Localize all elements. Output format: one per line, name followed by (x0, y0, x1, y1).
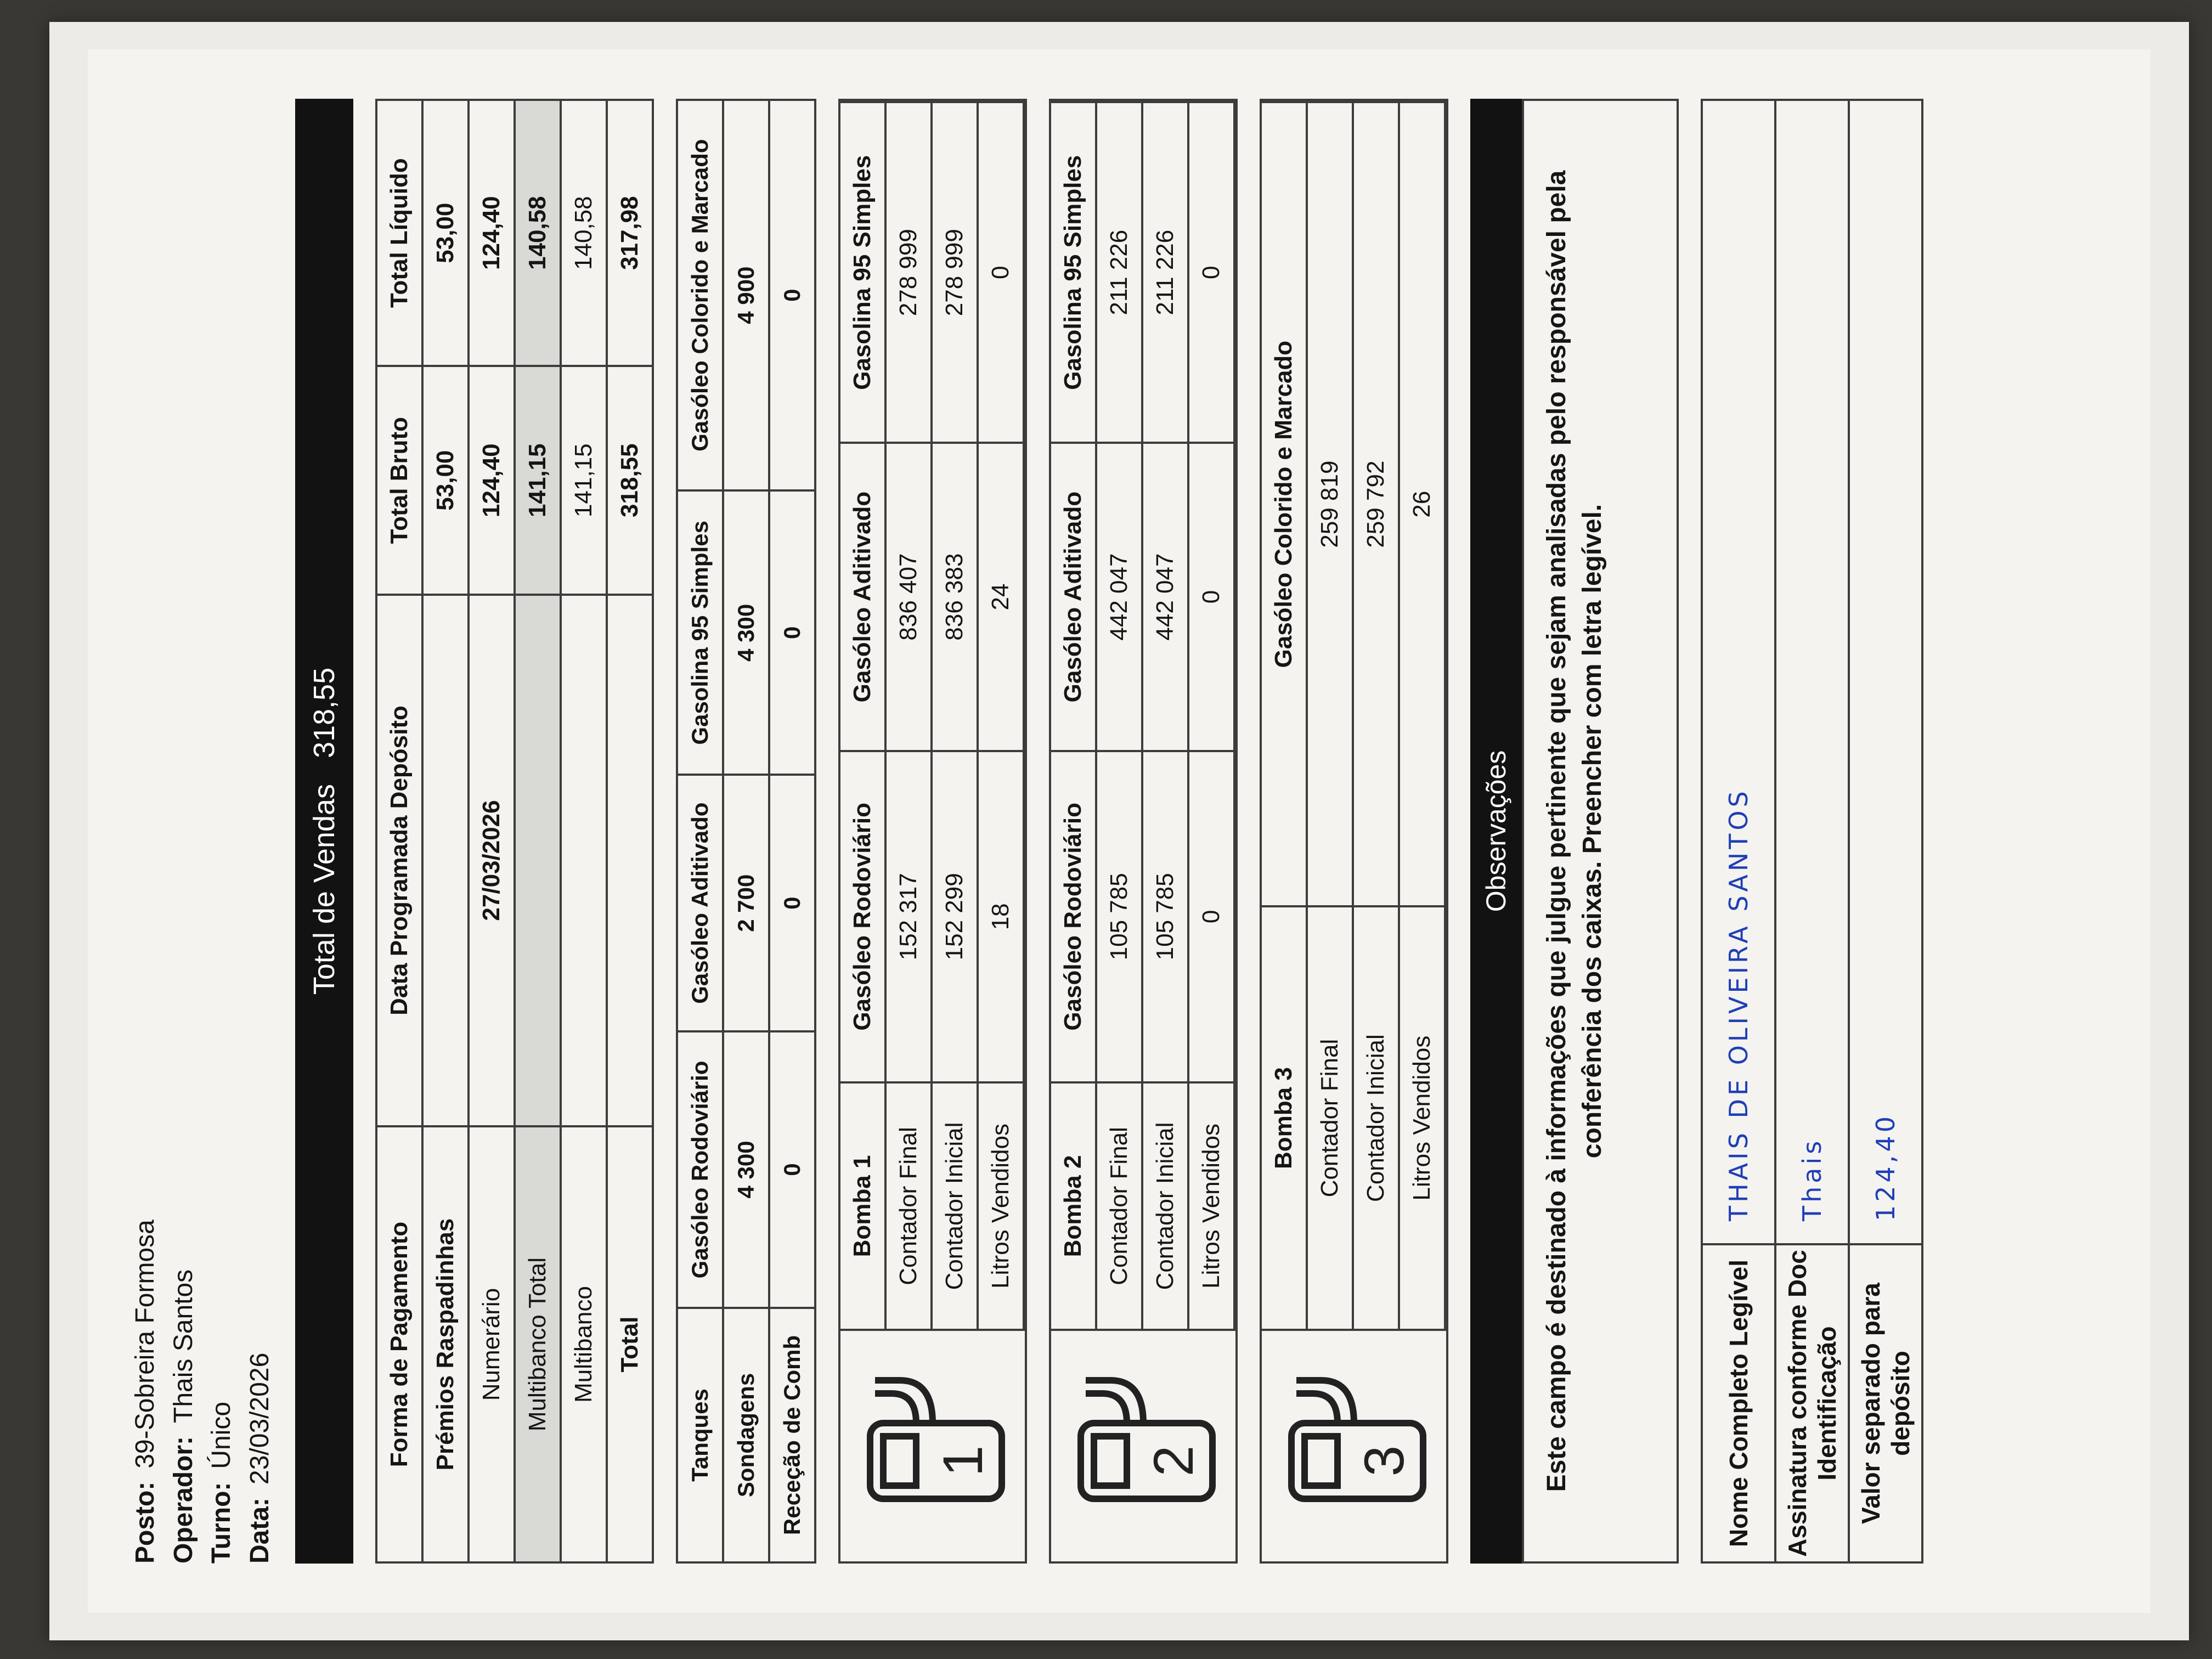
pump-col: Gasolina 95 Simples (840, 102, 885, 443)
table-row (561, 100, 607, 1562)
table-row (978, 102, 1024, 1329)
payment-data (561, 595, 607, 1126)
total-vendas-label: Total de Vendas (308, 783, 341, 995)
tanks-header-row (677, 100, 723, 1562)
pump-value: 105 785 (1096, 751, 1142, 1082)
pump-row-label: Litros Vendidos (978, 1082, 1024, 1329)
pump-value: 278 999 (932, 102, 978, 443)
pump-row-label: Contador Inicial (1142, 1082, 1188, 1329)
pump-row-label: Contador Inicial (932, 1082, 978, 1329)
pump-value: 0 (978, 102, 1024, 443)
pump-title: Bomba 2 (1051, 1082, 1096, 1329)
paper-sheet (49, 22, 2189, 1640)
pump-value: 442 047 (1096, 443, 1142, 751)
payments-header-row (376, 100, 422, 1562)
col-gasoleo-aditivado: Gasóleo Aditivado (677, 775, 723, 1031)
pump-number: 1 (932, 1445, 995, 1477)
table-row (515, 100, 561, 1562)
payment-liquido: 140,58 (561, 100, 607, 366)
payment-liquido: 317,98 (607, 100, 653, 366)
pump-value: 278 999 (885, 102, 932, 443)
pump-3-block (1260, 99, 1448, 1564)
pump-col: Gasóleo Colorido e Marcado (1262, 102, 1307, 906)
cash-report-document (88, 49, 2151, 1613)
pump-value: 26 (1399, 102, 1445, 906)
tank-value: 0 (769, 775, 815, 1031)
pump-value: 442 047 (1142, 443, 1188, 751)
pump-value: 0 (1188, 751, 1234, 1082)
table-row (723, 100, 769, 1562)
tank-value: 4 900 (723, 100, 769, 490)
pump-1-block (838, 99, 1027, 1564)
tank-value: 0 (769, 100, 815, 490)
tanks-table (676, 99, 816, 1564)
operador-value: Thais Santos (168, 1269, 198, 1423)
pump-row-label: Contador Final (1307, 906, 1353, 1329)
col-gasolina-95: Gasolina 95 Simples (677, 490, 723, 775)
table-row (607, 100, 653, 1562)
valor-label: Valor separado para depósito (1849, 1244, 1922, 1562)
posto-value: 39-Sobreira Formosa (131, 1220, 160, 1469)
pump-col: Gasóleo Rodoviário (840, 751, 885, 1082)
payment-forma: Numerário (469, 1126, 515, 1562)
pump-title: Bomba 1 (840, 1082, 885, 1329)
pump-col: Gasóleo Rodoviário (1051, 751, 1096, 1082)
assinatura-label: Assinatura conforme Doc Identificação (1775, 1244, 1849, 1562)
table-row (422, 100, 469, 1562)
fuel-pump-icon (840, 1329, 1025, 1561)
payment-forma: Prémios Raspadinhas (422, 1126, 469, 1562)
pump-value: 0 (1188, 443, 1234, 751)
pump-col: Gasóleo Aditivado (840, 443, 885, 751)
col-tanques: Tanques (677, 1308, 723, 1562)
pump-value: 105 785 (1142, 751, 1188, 1082)
turno-label: Turno: (207, 1482, 236, 1564)
col-total-liquido: Total Líquido (376, 100, 422, 366)
pump-value: 152 299 (932, 751, 978, 1082)
valor-field[interactable]: 124,40 (1849, 100, 1922, 1244)
header-meta (126, 99, 279, 1564)
table-row (1702, 100, 1775, 1562)
signoff-table (1701, 99, 1923, 1564)
data-value: 23/03/2026 (245, 1352, 274, 1485)
assinatura-field[interactable]: Thais (1775, 100, 1849, 1244)
payment-forma: Total (607, 1126, 653, 1562)
pump-title: Bomba 3 (1262, 906, 1307, 1329)
col-gasoleo-colorido: Gasóleo Colorido e Marcado (677, 100, 723, 490)
payment-liquido: 124,40 (469, 100, 515, 366)
tank-row-label: Sondagens (723, 1308, 769, 1562)
pump-value: 259 819 (1307, 102, 1353, 906)
payment-data (422, 595, 469, 1126)
payment-bruto: 141,15 (515, 366, 561, 595)
nome-label: Nome Completo Legível (1702, 1244, 1775, 1562)
total-vendas-value: 318,55 (308, 667, 341, 758)
col-gasoleo-rodoviario: Gasóleo Rodoviário (677, 1031, 723, 1308)
pump-header-row (840, 102, 885, 1329)
pump-header-row (1051, 102, 1096, 1329)
table-row (885, 102, 932, 1329)
payment-bruto: 318,55 (607, 366, 653, 595)
pump-number: 2 (1142, 1445, 1205, 1477)
pump-header-row (1262, 102, 1307, 1329)
fuel-pump-icon (1262, 1329, 1446, 1561)
payment-forma: Multibanco (561, 1126, 607, 1562)
payment-liquido: 140,58 (515, 100, 561, 366)
col-total-bruto: Total Bruto (376, 366, 422, 595)
table-row (769, 100, 815, 1562)
pump-row-label: Litros Vendidos (1399, 906, 1445, 1329)
pump-value: 211 226 (1096, 102, 1142, 443)
turno-value: Único (207, 1401, 236, 1469)
payment-data (607, 595, 653, 1126)
fuel-pump-icon (1051, 1329, 1235, 1561)
pump-value: 152 317 (885, 751, 932, 1082)
table-row (1775, 100, 1849, 1562)
pump-2-table (1051, 101, 1235, 1329)
pump-row-label: Contador Final (1096, 1082, 1142, 1329)
tank-value: 4 300 (723, 490, 769, 775)
total-vendas-banner (295, 99, 353, 1564)
payment-bruto: 53,00 (422, 366, 469, 595)
pump-value: 259 792 (1353, 102, 1399, 906)
table-row (469, 100, 515, 1562)
pump-row-label: Contador Final (885, 1082, 932, 1329)
pump-value: 18 (978, 751, 1024, 1082)
payment-bruto: 141,15 (561, 366, 607, 595)
posto-label: Posto: (131, 1481, 160, 1564)
payment-forma: Multibanco Total (515, 1126, 561, 1562)
tank-value: 4 300 (723, 1031, 769, 1308)
tank-value: 0 (769, 490, 815, 775)
table-row (1353, 102, 1399, 1329)
observacoes-text: Este campo é destinado à informações que julgue pertinente que sejam analisadas pelo responsável pela conferência dos caixas. Preencher com letra legível. (1522, 99, 1679, 1564)
payments-table (375, 99, 654, 1564)
table-row (1849, 100, 1922, 1562)
payment-data (515, 595, 561, 1126)
pump-3-table (1262, 101, 1446, 1329)
pump-col: Gasóleo Aditivado (1051, 443, 1096, 751)
pump-1-table (840, 101, 1025, 1329)
pump-value: 836 383 (932, 443, 978, 751)
pump-value: 211 226 (1142, 102, 1188, 443)
tank-value: 2 700 (723, 775, 769, 1031)
operador-label: Operador: (168, 1436, 198, 1564)
pump-row-label: Contador Inicial (1353, 906, 1399, 1329)
table-row (1307, 102, 1353, 1329)
col-data-deposito: Data Programada Depósito (376, 595, 422, 1126)
pump-value: 0 (1188, 102, 1234, 443)
pump-row-label: Litros Vendidos (1188, 1082, 1234, 1329)
table-row (1399, 102, 1445, 1329)
tank-value: 0 (769, 1031, 815, 1308)
table-row (1096, 102, 1142, 1329)
pump-value: 24 (978, 443, 1024, 751)
pump-col: Gasolina 95 Simples (1051, 102, 1096, 443)
pump-2-block (1049, 99, 1238, 1564)
tank-row-label: Receção de Comb (769, 1308, 815, 1562)
table-row (1142, 102, 1188, 1329)
col-forma-pagamento: Forma de Pagamento (376, 1126, 422, 1562)
nome-field[interactable]: THAIS DE OLIVEIRA SANTOS (1702, 100, 1775, 1244)
payment-data: 27/03/2026 (469, 595, 515, 1126)
payment-bruto: 124,40 (469, 366, 515, 595)
payment-liquido: 53,00 (422, 100, 469, 366)
pump-value: 836 407 (885, 443, 932, 751)
pump-number: 3 (1353, 1445, 1416, 1477)
table-row (1188, 102, 1234, 1329)
observacoes-title: Observações (1470, 99, 1522, 1564)
table-row (932, 102, 978, 1329)
data-label: Data: (245, 1497, 274, 1564)
